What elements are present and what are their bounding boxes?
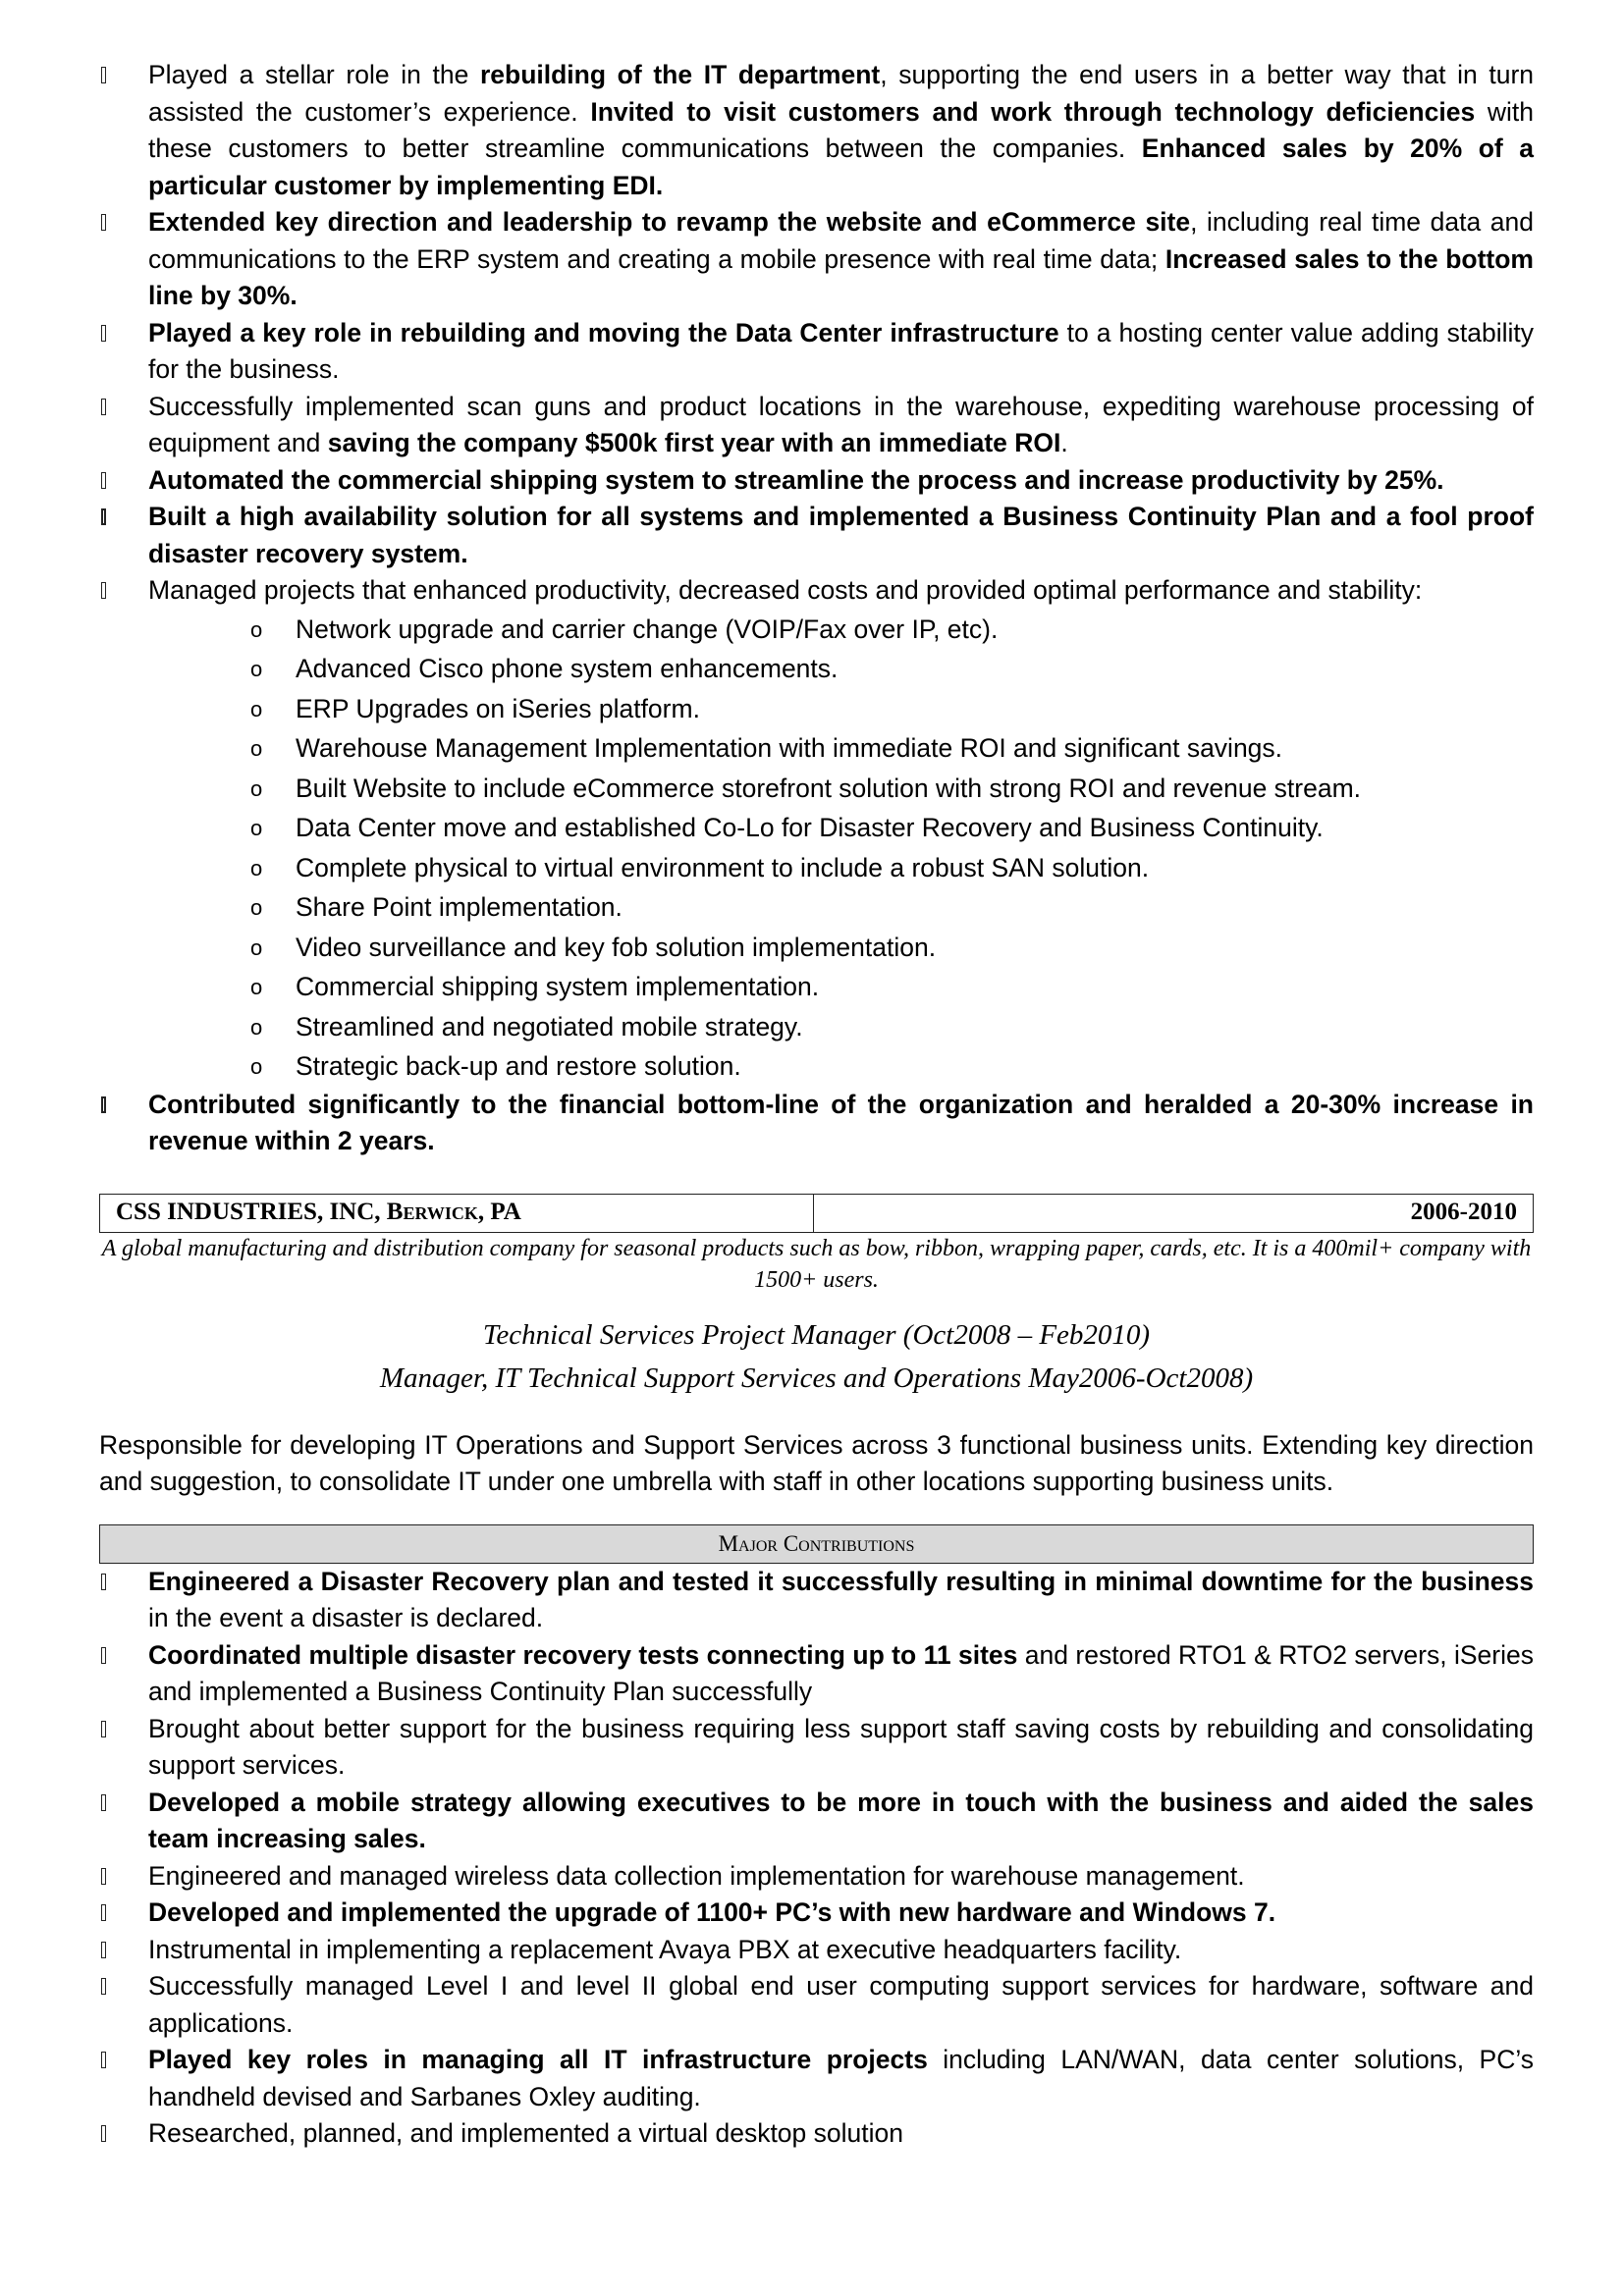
- bold-run: Played a key role in rebuilding and moving the Data Center infrastructure: [148, 317, 1059, 347]
- bullet-icon: [101, 1647, 106, 1664]
- bold-run: Developed a mobile strategy allowing executives to be more in touch with the business and aided the sales team increasing sales.: [148, 1787, 1534, 1853]
- circle-bullet-icon: o: [250, 895, 263, 920]
- text-run: Successfully managed Level I and level II global end user computing support services for hardware, software and applications.: [148, 1971, 1534, 2038]
- project-item: [99, 808, 1534, 848]
- project-item: [99, 769, 1534, 809]
- achievement-text: [148, 502, 1534, 568]
- project-text: ERP Upgrades on iSeries platform.: [296, 693, 700, 723]
- bullet-icon: [101, 2125, 106, 2142]
- bullet-icon: [101, 399, 106, 415]
- achievement-item: [99, 57, 1534, 204]
- bullet-icon: [101, 2052, 106, 2068]
- project-item: [99, 689, 1534, 729]
- project-item: [99, 967, 1534, 1007]
- text-run: Engineered and managed wireless data collection implementation for warehouse management.: [148, 1860, 1245, 1891]
- text-run: Researched, planned, and implemented a virtual desktop solution: [148, 2118, 903, 2148]
- project-item: [99, 848, 1534, 888]
- project-text: Advanced Cisco phone system enhancements.: [296, 654, 839, 683]
- job-title: Technical Services Project Manager (Oct2008 – Feb2010): [482, 1318, 1151, 1351]
- text-run: Successfully implemented scan guns and product locations in the warehouse, expediting warehouse processing of equipment and: [148, 391, 1534, 457]
- section-heading: Major Contributions: [99, 1524, 1534, 1564]
- bullet-icon: [101, 214, 106, 231]
- bullet-icon: [101, 472, 106, 489]
- project-item: [99, 610, 1534, 650]
- company-location: Berwick, PA: [386, 1198, 521, 1225]
- contribution-item: [99, 2115, 1534, 2153]
- contribution-text: [148, 1788, 1534, 1854]
- bullet-icon: [101, 1096, 106, 1113]
- contribution-text: [148, 1567, 1534, 1633]
- bullet-icon: [101, 508, 106, 525]
- project-text: Built Website to include eCommerce storefront solution with strong ROI and revenue stream.: [296, 773, 1362, 803]
- text-run: Managed projects that enhanced productivity, decreased costs and provided optimal performance and stability:: [148, 575, 1423, 605]
- project-text: Warehouse Management Implementation with immediate ROI and significant savings.: [296, 733, 1283, 763]
- bold-run: Built a high availability solution for all systems and implemented a Business Continuity Plan and a fool proof disaster recovery system.: [148, 502, 1534, 568]
- project-text: Network upgrade and carrier change (VOIP/Fax over IP, etc).: [296, 614, 999, 644]
- project-item: [99, 1046, 1534, 1087]
- managed-projects-list: [99, 610, 1534, 1087]
- text-run: to a hosting center value adding stability for the business.: [148, 317, 1534, 384]
- project-item: [99, 728, 1534, 769]
- company-dates: 2006-2010: [1410, 1198, 1517, 1225]
- project-item: [99, 1007, 1534, 1047]
- achievement-text: [148, 318, 1534, 385]
- bold-run: Invited to visit customers and work through technology deficiencies: [590, 96, 1476, 127]
- achievement-item: [99, 499, 1534, 572]
- contribution-item: [99, 1968, 1534, 2042]
- bold-run: Extended key direction and leadership to revamp the website and eCommerce site: [148, 207, 1191, 237]
- contribution-item: [99, 1895, 1534, 1932]
- contribution-text: [148, 2045, 1534, 2111]
- bullet-icon: [101, 1904, 106, 1921]
- company-name: CSS INDUSTRIES, INC,: [116, 1198, 387, 1225]
- circle-bullet-icon: o: [250, 736, 263, 761]
- bullet-icon: [101, 1794, 106, 1811]
- bold-run: Played key roles in managing all IT infrastructure projects: [148, 2045, 928, 2074]
- circle-bullet-icon: o: [250, 1014, 263, 1040]
- contribution-text: [148, 1714, 1534, 1781]
- text-run: with these customers to better streamline communications between the companies.: [148, 96, 1534, 163]
- text-run: Played a stellar role in the: [148, 60, 480, 89]
- bold-run: Automated the commercial shipping system to streamline the process and increase productivity by 25%.: [148, 464, 1444, 495]
- bold-run: Engineered a Disaster Recovery plan and tested it successfully resulting in minimal downtime for the business: [148, 1566, 1534, 1596]
- text-run: and restored RTO1 & RTO2 servers, iSeries and implemented a Business Continuity Plan successfully: [148, 1639, 1534, 1706]
- resume-page: [99, 57, 1534, 2153]
- contributions-list: [99, 1564, 1534, 2153]
- project-item: [99, 887, 1534, 928]
- circle-bullet-icon: o: [250, 975, 263, 999]
- project-text: Streamlined and negotiated mobile strategy.: [296, 1011, 803, 1041]
- bullet-icon: [101, 1978, 106, 1995]
- text-run: including LAN/WAN, data center solutions, PC’s handheld devised and Sarbanes Oxley auditing.: [148, 2045, 1535, 2111]
- achievement-text: [148, 575, 1422, 605]
- contribution-text: [148, 1861, 1245, 1891]
- company-header: [99, 1194, 1534, 1233]
- achievements-list: [99, 57, 1534, 610]
- company-name-cell: [100, 1195, 814, 1232]
- bold-run: Enhanced sales by 20% of a particular customer by implementing EDI.: [148, 133, 1534, 200]
- project-item: [99, 649, 1534, 689]
- bold-run: saving the company $500k first year with an immediate ROI: [327, 428, 1061, 457]
- text-run: .: [1060, 428, 1068, 457]
- bold-run: rebuilding of the IT department: [479, 60, 881, 89]
- contribution-item: [99, 1858, 1534, 1896]
- project-text: Strategic back-up and restore solution.: [296, 1051, 741, 1081]
- project-text: Video surveillance and key fob solution implementation.: [296, 932, 937, 962]
- bold-run: Increased sales to the bottom line by 30%.: [148, 243, 1534, 310]
- contribution-item: [99, 2042, 1534, 2115]
- project-text: Data Center move and established Co-Lo for Disaster Recovery and Business Continuity.: [296, 813, 1324, 842]
- circle-bullet-icon: o: [250, 696, 263, 721]
- achievement-item: [99, 462, 1534, 500]
- achievement-item: [99, 1087, 1534, 1160]
- text-run: , including real time data and communications to the ERP system and creating a mobile presence with real time data;: [148, 207, 1534, 274]
- project-text: Share Point implementation.: [296, 892, 623, 922]
- job-title: Manager, IT Technical Support Services and Operations May2006-Oct2008): [379, 1362, 1254, 1394]
- text-run: Brought about better support for the business requiring less support staff saving costs by rebuilding and consolidating support services.: [148, 1713, 1534, 1780]
- contribution-item: [99, 1637, 1534, 1711]
- circle-bullet-icon: o: [250, 775, 263, 801]
- achievement-text: [148, 392, 1534, 458]
- role-summary: Responsible for developing IT Operations and Support Services across 3 functional business units. Extending key direction and suggestion, to consolidate IT under one umbrella with staff in other locations supporting business units.: [99, 1429, 1534, 1496]
- achievement-text: [148, 60, 1534, 200]
- bullet-icon: [101, 67, 106, 83]
- bold-run: Coordinated multiple disaster recovery tests connecting up to 11 sites: [148, 1639, 1018, 1670]
- circle-bullet-icon: o: [250, 1054, 263, 1079]
- circle-bullet-icon: o: [250, 816, 263, 840]
- project-text: Complete physical to virtual environment to include a robust SAN solution.: [296, 852, 1150, 882]
- contribution-item: [99, 1564, 1534, 1637]
- achievement-item: [99, 315, 1534, 389]
- circle-bullet-icon: o: [250, 855, 263, 881]
- bullet-icon: [101, 1942, 106, 1958]
- contribution-item: [99, 1932, 1534, 1969]
- circle-bullet-icon: o: [250, 934, 263, 960]
- text-run: , supporting the end users in a better way that in turn assisted the customer’s experience.: [148, 60, 1535, 127]
- contribution-text: [148, 1971, 1534, 2038]
- contribution-item: [99, 1785, 1534, 1858]
- company-description: A global manufacturing and distribution company for seasonal products such as bow, ribbon, wrapping paper, cards, etc. It is a 400mil+ company with 1500+ users.: [101, 1235, 1532, 1293]
- contribution-text: [148, 1897, 1275, 1927]
- bullet-icon: [101, 325, 106, 342]
- achievement-text: [148, 207, 1534, 310]
- text-run: Instrumental in implementing a replacement Avaya PBX at executive headquarters facility.: [148, 1934, 1182, 1964]
- contribution-text: [148, 2118, 903, 2148]
- bold-run: Developed and implemented the upgrade of 1100+ PC’s with new hardware and Windows 7.: [148, 1897, 1276, 1927]
- circle-bullet-icon: o: [250, 657, 263, 681]
- circle-bullet-icon: o: [250, 616, 263, 642]
- job-titles: [99, 1313, 1534, 1400]
- bullet-icon: [101, 582, 106, 599]
- achievement-item: [99, 204, 1534, 315]
- achievement-item: [99, 389, 1534, 462]
- bullet-icon: [101, 1868, 106, 1885]
- achievement-text: Contributed significantly to the financial bottom-line of the organization and heralded a 20-30% increase in revenue within 2 years.: [148, 1089, 1534, 1155]
- achievement-item: [99, 572, 1534, 610]
- contribution-text: [148, 1935, 1181, 1964]
- achievement-text: [148, 465, 1444, 495]
- bullet-icon: [101, 1721, 106, 1737]
- contribution-item: [99, 1711, 1534, 1785]
- project-text: Commercial shipping system implementation.: [296, 972, 820, 1001]
- contribution-text: [148, 1640, 1534, 1707]
- closing-achievement: [99, 1087, 1534, 1160]
- project-item: [99, 928, 1534, 968]
- bullet-icon: [101, 1574, 106, 1590]
- text-run: in the event a disaster is declared.: [148, 1603, 544, 1632]
